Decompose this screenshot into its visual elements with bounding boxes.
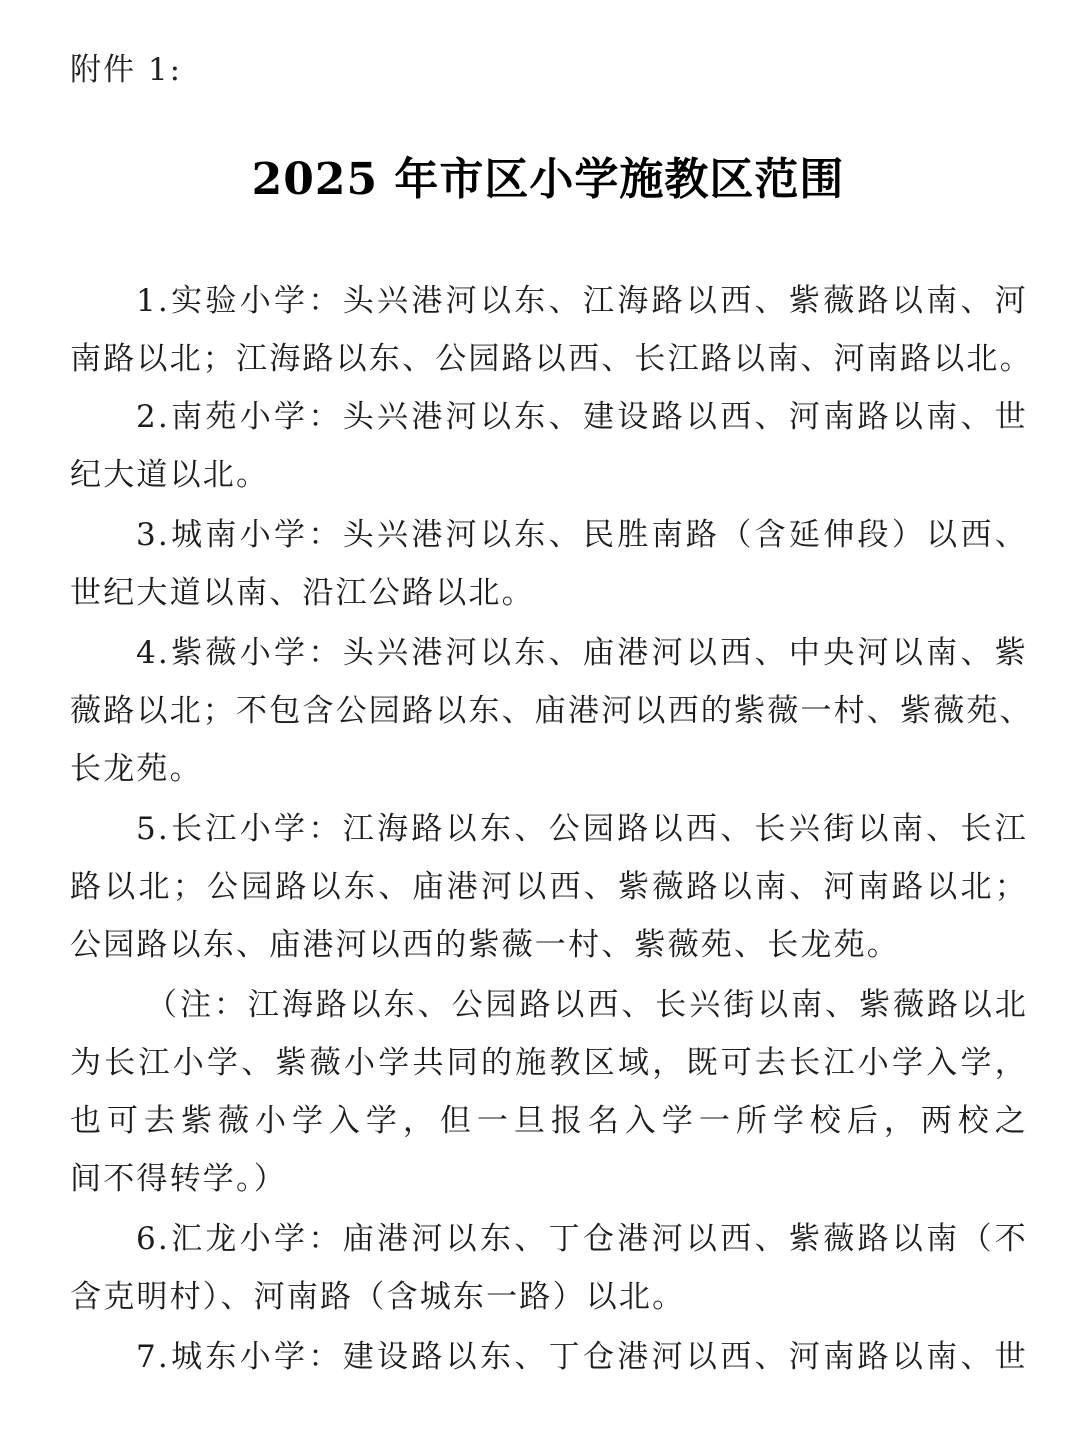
paragraph-line: 世纪大道以南、沿江公路以北。 bbox=[70, 575, 535, 611]
attachment-label: 附件 1: bbox=[70, 52, 183, 88]
paragraph-line: 1.实验小学：头兴港河以东、江海路以西、紫薇路以南、河 bbox=[136, 283, 1028, 319]
paragraph-line: 3.城南小学：头兴港河以东、民胜南路（含延伸段）以西、 bbox=[136, 517, 1028, 553]
paragraph-line: 6.汇龙小学：庙港河以东、丁仓港河以西、紫薇路以南（不 bbox=[136, 1221, 1028, 1257]
paragraph-line: 薇路以北；不包含公园路以东、庙港河以西的紫薇一村、紫薇苑、 bbox=[70, 693, 1033, 729]
paragraph-line: 2.南苑小学：头兴港河以东、建设路以西、河南路以南、世 bbox=[136, 399, 1028, 435]
paragraph-line: 5.长江小学：江海路以东、公园路以西、长兴街以南、长江 bbox=[136, 811, 1028, 847]
note-line: 间不得转学。） bbox=[70, 1161, 287, 1197]
paragraph-line: 长龙苑。 bbox=[70, 751, 203, 787]
paragraph-line: 7.城东小学：建设路以东、丁仓港河以西、河南路以南、世 bbox=[136, 1339, 1028, 1375]
paragraph-line: 纪大道以北。 bbox=[70, 457, 270, 493]
paragraph-line: 路以北；公园路以东、庙港河以西、紫薇路以南、河南路以北； bbox=[70, 869, 1028, 905]
paragraph-line: 公园路以东、庙港河以西的紫薇一村、紫薇苑、长龙苑。 bbox=[70, 927, 900, 963]
note-line: 为长江小学、紫薇小学共同的施教区域，既可去长江小学入学， bbox=[70, 1045, 1028, 1081]
paragraph-line: 南路以北；江海路以东、公园路以西、长江路以南、河南路以北。 bbox=[70, 341, 1033, 377]
paragraph-line: 4.紫薇小学：头兴港河以东、庙港河以西、中央河以南、紫 bbox=[136, 635, 1028, 671]
note-line: 也可去紫薇小学入学，但一旦报名入学一所学校后，两校之 bbox=[70, 1103, 1028, 1139]
document-title: 2025 年市区小学施教区范围 bbox=[251, 154, 845, 205]
paragraph-line: 含克明村）、河南路（含城东一路）以北。 bbox=[70, 1279, 686, 1315]
note-line: （注：江海路以东、公园路以西、长兴街以南、紫薇路以北 bbox=[146, 987, 1028, 1023]
